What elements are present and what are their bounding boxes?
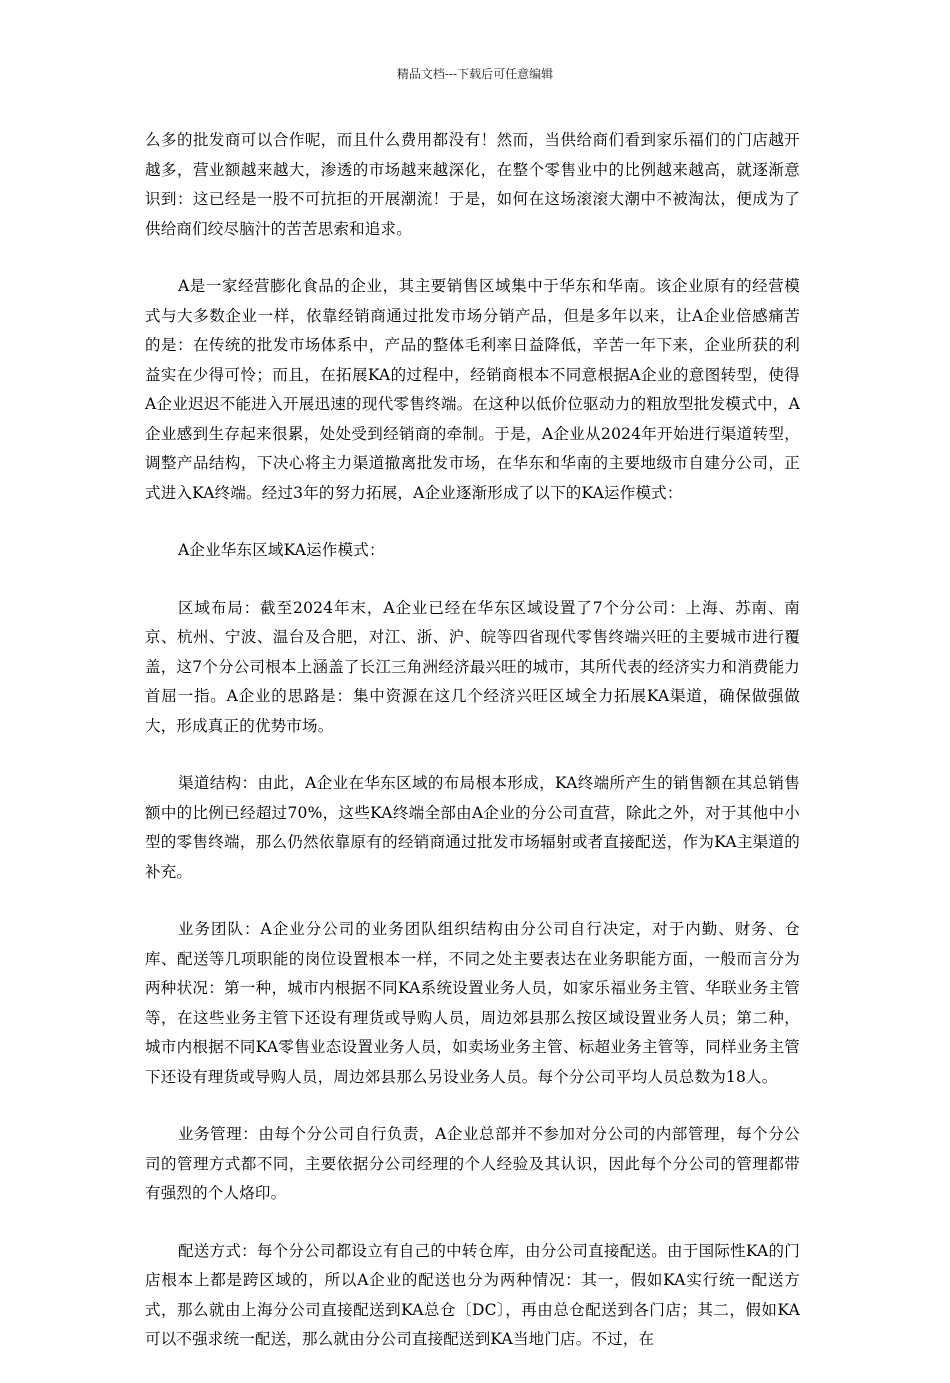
page-header: 精品文档---下载后可任意编辑 <box>396 67 554 81</box>
paragraph-channel-structure: 渠道结构：由此，A企业在华东区域的布局根本形成，KA终端所产生的销售额在其总销售额中的比例已经超过70%，这些KA终端全部由A企业的分公司直营，除此之外，对于其他中小型的零售终端，那么仍然依靠原有的经销商通过批发市场辐射或者直接配送，作为KA主渠道的补充。 <box>145 774 800 881</box>
paragraph-business-management: 业务管理：由每个分公司自行负责，A企业总部并不参加对分公司的内部管理，每个分公司的管理方式都不同，主要依据分公司经理的个人经验及其认识，因此每个分公司的管理都带有强烈的个人烙印。 <box>145 1125 800 1202</box>
paragraph-intro-continued: 么多的批发商可以合作呢，而且什么费用都没有！然而，当供给商们看到家乐福们的门店越开越多，营业额越来越大，渗透的市场越来越深化，在整个零售业中的比例越来越高，就逐渐意识到：这已经是一股不可抗拒的开展潮流！于是，如何在这场滚滚大潮中不被淘汰，便成为了供给商们绞尽脑汁的苦苦思索和追求。 <box>145 131 800 238</box>
paragraph-distribution-method: 配送方式：每个分公司都设立有自己的中转仓库，由分公司直接配送。由于国际性KA的门店根本上都是跨区域的，所以A企业的配送也分为两种情况：其一，假如KA实行统一配送方式，那么就由上海分公司直接配送到KA总仓〔DC〕，再由总仓配送到各门店；其二，假如KA可以不强求统一配送，那么就由分公司直接配送到KA当地门店。不过，在 <box>145 1241 800 1348</box>
paragraph-company-a-background: A是一家经营膨化食品的企业，其主要销售区域集中于华东和华南。该企业原有的经营模式与大多数企业一样，依靠经销商通过批发市场分销产品，但是多年以来，让A企业倍感痛苦的是：在传统的批发市场体系中，产品的整体毛利率日益降低，辛苦一年下来，企业所获的利益实在少得可怜；而且，在拓展KA的过程中，经销商根本不同意根据A企业的意图转型，使得A企业迟迟不能进入开展迅速的现代零售终端。在这种以低价位驱动力的粗放型批发模式中，A企业感到生存起来很累，处处受到经销商的牵制。于是，A企业从2024年开始进行渠道转型，调整产品结构，下决心将主力渠道撤离批发市场，在华东和华南的主要地级市自建分公司，正式进入KA终端。经过3年的努力拓展，A企业逐渐形成了以下的KA运作模式： <box>145 277 800 502</box>
paragraph-business-team: 业务团队：A企业分公司的业务团队组织结构由分公司自行决定，对于内勤、财务、仓库、配送等几项职能的岗位设置根本一样，不同之处主要表达在业务职能方面，一般而言分为两种状况：第一种，城市内根据不同KA系统设置业务人员，如家乐福业务主管、华联业务主管等，在这些业务主管下还设有理货或导购人员，周边郊县那么按区域设置业务人员；第二种，城市内根据不同KA零售业态设置业务人员，如卖场业务主管、标超业务主管等，同样业务主管下还设有理货或导购人员，周边郊县那么另设业务人员。每个分公司平均人员总数为18人。 <box>145 920 800 1086</box>
paragraph-regional-layout: 区域布局：截至2024年末，A企业已经在华东区域设置了7个分公司：上海、苏南、南京、杭州、宁波、温台及合肥，对江、浙、沪、皖等四省现代零售终端兴旺的主要城市进行覆盖，这7个分公司根本上涵盖了长江三角洲经济最兴旺的城市，其所代表的经济实力和消费能力首屈一指。A企业的思路是：集中资源在这几个经济兴旺区域全力拓展KA渠道，确保做强做大，形成真正的优势市场。 <box>145 598 800 735</box>
paragraph-section-title: A企业华东区域KA运作模式： <box>178 541 385 559</box>
document-body <box>145 126 800 1383</box>
